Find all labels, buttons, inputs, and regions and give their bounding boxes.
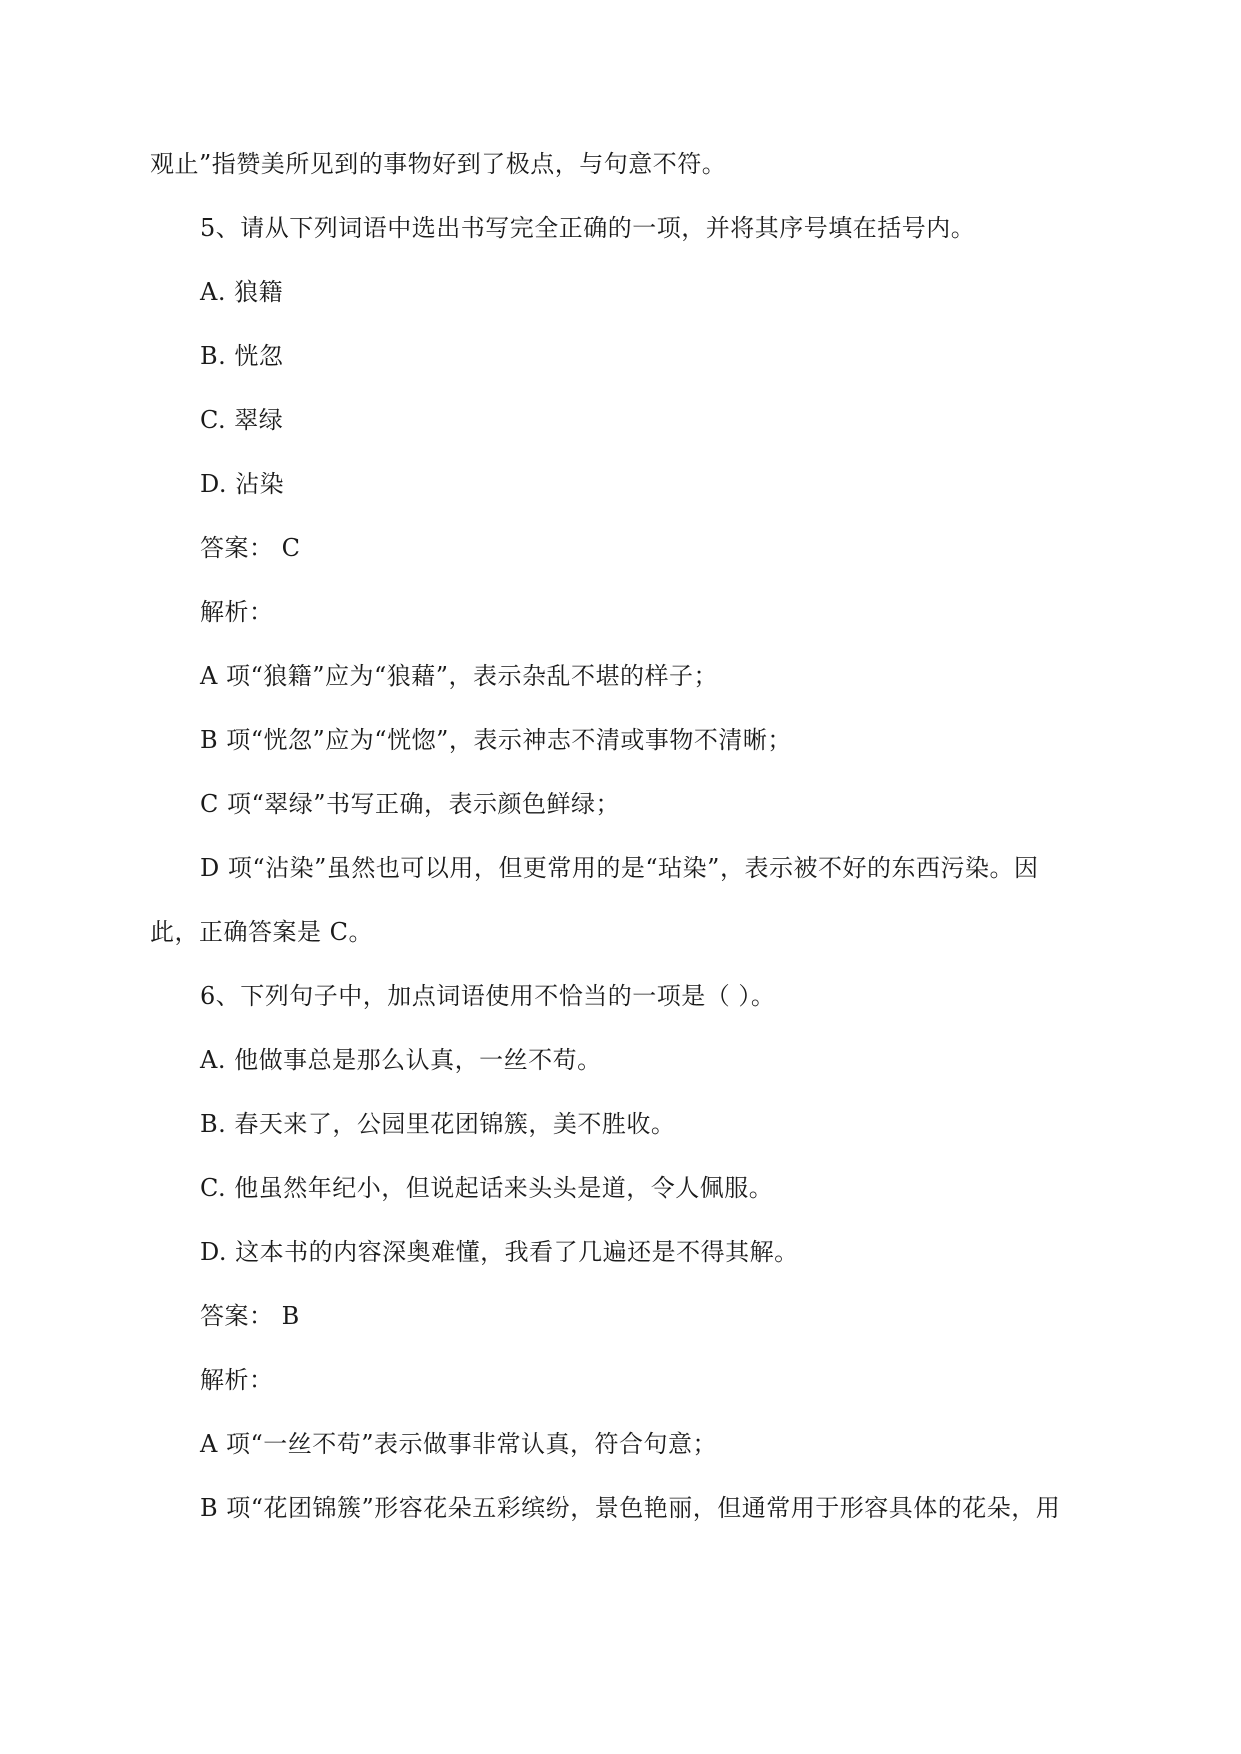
q5-analysis-label: 解析：: [200, 598, 274, 626]
q6-option-b: B. 春天来了，公园里花团锦簇，美不胜收。: [200, 1110, 676, 1138]
q5-answer: 答案： C: [200, 534, 301, 562]
paragraph-continuation: 观止”指赞美所见到的事物好到了极点，与句意不符。: [150, 150, 727, 178]
q5-analysis-b: B 项“恍忽”应为“恍惚”，表示神志不清或事物不清晰；: [200, 726, 792, 754]
q5-option-a: A. 狼籍: [200, 278, 284, 306]
q5-option-d: D. 沾染: [200, 470, 285, 498]
q6-analysis-a: A 项“一丝不苟”表示做事非常认真，符合句意；: [200, 1430, 717, 1458]
q5-analysis-a: A 项“狼籍”应为“狼藉”，表示杂乱不堪的样子；: [200, 662, 719, 690]
q6-option-a: A. 他做事总是那么认真，一丝不苟。: [200, 1046, 602, 1074]
question-6: 6、下列句子中，加点词语使用不恰当的一项是（ ）。: [200, 982, 776, 1010]
q5-analysis-c: C 项“翠绿”书写正确，表示颜色鲜绿；: [200, 790, 621, 818]
q6-option-d: D. 这本书的内容深奥难懂，我看了几遍还是不得其解。: [200, 1238, 799, 1266]
q5-analysis-d: D 项“沾染”虽然也可以用，但更常用的是“玷染”，表示被不好的东西污染。因: [200, 854, 1039, 882]
q6-analysis-label: 解析：: [200, 1366, 274, 1394]
question-5: 5、请从下列词语中选出书写完全正确的一项，并将其序号填在括号内。: [200, 214, 976, 242]
q5-option-c: C. 翠绿: [200, 406, 284, 434]
q6-analysis-b: B 项“花团锦簇”形容花朵五彩缤纷，景色艳丽，但通常用于形容具体的花朵，用: [200, 1494, 1061, 1522]
q5-option-b: B. 恍忽: [200, 342, 284, 370]
q6-answer: 答案： B: [200, 1302, 300, 1330]
q6-option-c: C. 他虽然年纪小，但说起话来头头是道，令人佩服。: [200, 1174, 774, 1202]
q5-analysis-conclusion: 此，正确答案是 C。: [150, 918, 373, 946]
